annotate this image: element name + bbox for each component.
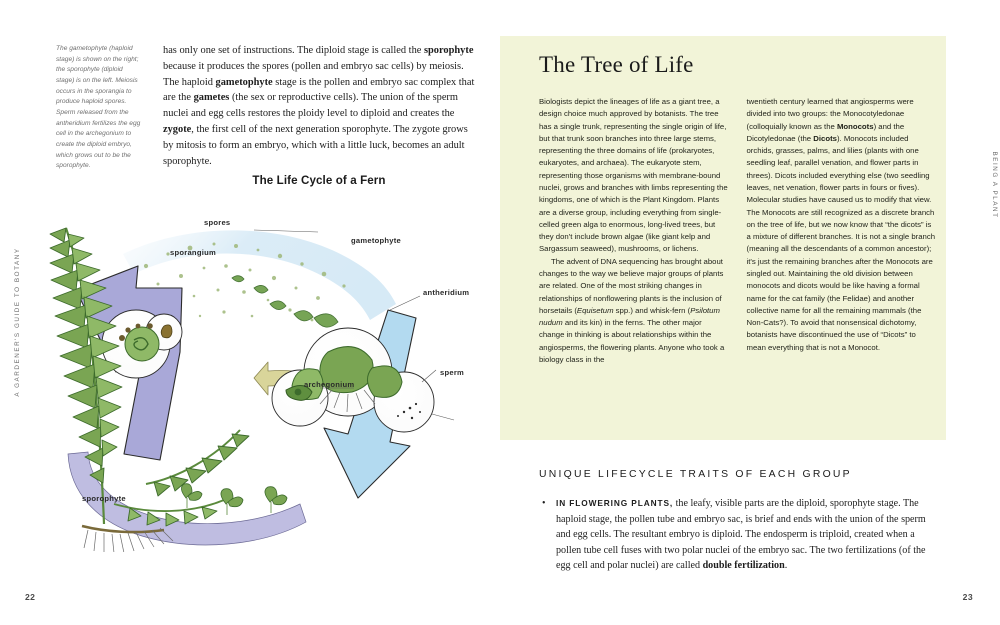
body-text-left: has only one set of instructions. The diploid stage is called the sporophyte because it produces the spores (pollen and embryo sac cells) by meiosis. The haploid gametophyte stage is the pollen and embryo sac complex that are the gametes (the sex or reproductive cells). The union of the sperm nuclei and egg cells restores the ploidy level to diploid and creates the zygote, the first cell of the next generation sporophyte. The zygote grows by mitosis to form an embryo, which with a little luck, becomes an adult sporophyte. [163, 45, 475, 167]
figure-caption: The gametophyte (haploid stage) is shown on the right; the sporophyte (diploid stage) is on the left. Meiosis occurs in the sporangia to produce haploid spores. Sperm released from the antheridium fertilizes the egg cell in the archegonium to create the diploid embryo, which grows out to be the sporophyte. [56, 45, 141, 170]
trait-lead-in: IN FLOWERING PLANTS, [556, 498, 674, 508]
tree-of-life-title: The Tree of Life [539, 52, 694, 77]
trait-item [539, 496, 939, 574]
label-sporophyte: sporophyte [82, 494, 126, 503]
label-archegonium: archegonium [304, 380, 355, 389]
running-head-left: A GARDENER'S GUIDE TO BOTANY [14, 247, 21, 397]
page-number-left: 22 [25, 592, 36, 602]
traits-heading: UNIQUE LIFECYCLE TRAITS OF EACH GROUP [539, 469, 852, 480]
label-antheridium: antheridium [423, 288, 470, 297]
tree-of-life-column-right: twentieth century learned that angiosperms were divided into two groups: the Monocotyledonae (colloquially known as the Monocots) and the Dicotyledonae (the Dicots). Monocots included orchids, grasses, palms, and lilies (plants with one seedling leaf, parallel venation, and flower parts in threes). Dicots included everything else (two seedling leaves, net venation, flower parts in fours or fives). Molecular studies have caused us to modify that view. The Monocots are still recognized as a discrete branch on the tree of life, but we now know that “the dicots” is a mixture of different branches. It is not a single branch (meaning all the descendants of a common ancestor); it's just the remaining branches after the Monocots are singled out. Maintaining the old division between monocots and dicots would be like having a formal name for the cat family (the Felidae) and another collective name for all the remaining mammals (the Non-Cats?). To avoid that nonsensical dichotomy, botanists have discontinued the use of “Dicots” to mean everything that is not a Monocot. [746, 97, 936, 352]
label-sporangium: sporangium [170, 248, 216, 257]
young-sporophytes [181, 484, 287, 515]
trait-body: the leafy, visible parts are the diploid, sporophyte stage. The haploid stage, the pollen tube and embryo sac, is brief and ends with the union of the sperm and egg cells. The resultant embryo is diploid. The endosperm is triploid, created when a pollen tube cell fuses with two polar nuclei of the embryo sac. The two fertilizations (of the egg cell and polar nuclei) are called double fertilization. [556, 498, 926, 572]
running-head-right: BEING A PLANT [991, 151, 998, 219]
tree-of-life-column-left: Biologists depict the lineages of life as a giant tree, a design choice much approved by botanists. The tree has a single trunk, representing the single origin of life, but that trunk soon branches into three large stems, representing the three domains of life (prokaryotes, eukaryotes, and archaea). The eukaryote stem, representing those organisms with membrane-bound nuclei, grows and branches with limbs representing the kingdoms, one of which is the Plant Kingdom. Plants are a diverse group, including everything from single-celled green alga to enormous, long-lived trees, but they don't include brown algae (like giant kelp and Sargassum seaweed), mushrooms, or lichens. The advent of DNA sequencing has brought about changes to the way we believe major groups of plants are related. One of the most striking changes in relationships of nonflowering plants is the inclusion of horsetails (Equisetum spp.) and whisk-fern (Psilotum nudum and its kin) in the ferns. The other major change in thinking is about relationships within the angiosperms, the flowering plants. Anyone who took a biology class in the [539, 97, 728, 364]
figure-title: The Life Cycle of a Fern [252, 174, 386, 187]
page-right [500, 0, 1000, 625]
traits-list [539, 496, 939, 574]
fern-life-cycle-diagram [18, 192, 498, 552]
label-sperm: sperm [440, 368, 465, 377]
germinating-spores [232, 276, 338, 327]
tree-of-life-columns [539, 96, 936, 366]
page-number-right: 23 [962, 592, 973, 602]
label-spores: spores [204, 218, 231, 227]
label-gametophyte: gametophyte [351, 236, 402, 245]
bullet-icon: • [542, 498, 546, 509]
